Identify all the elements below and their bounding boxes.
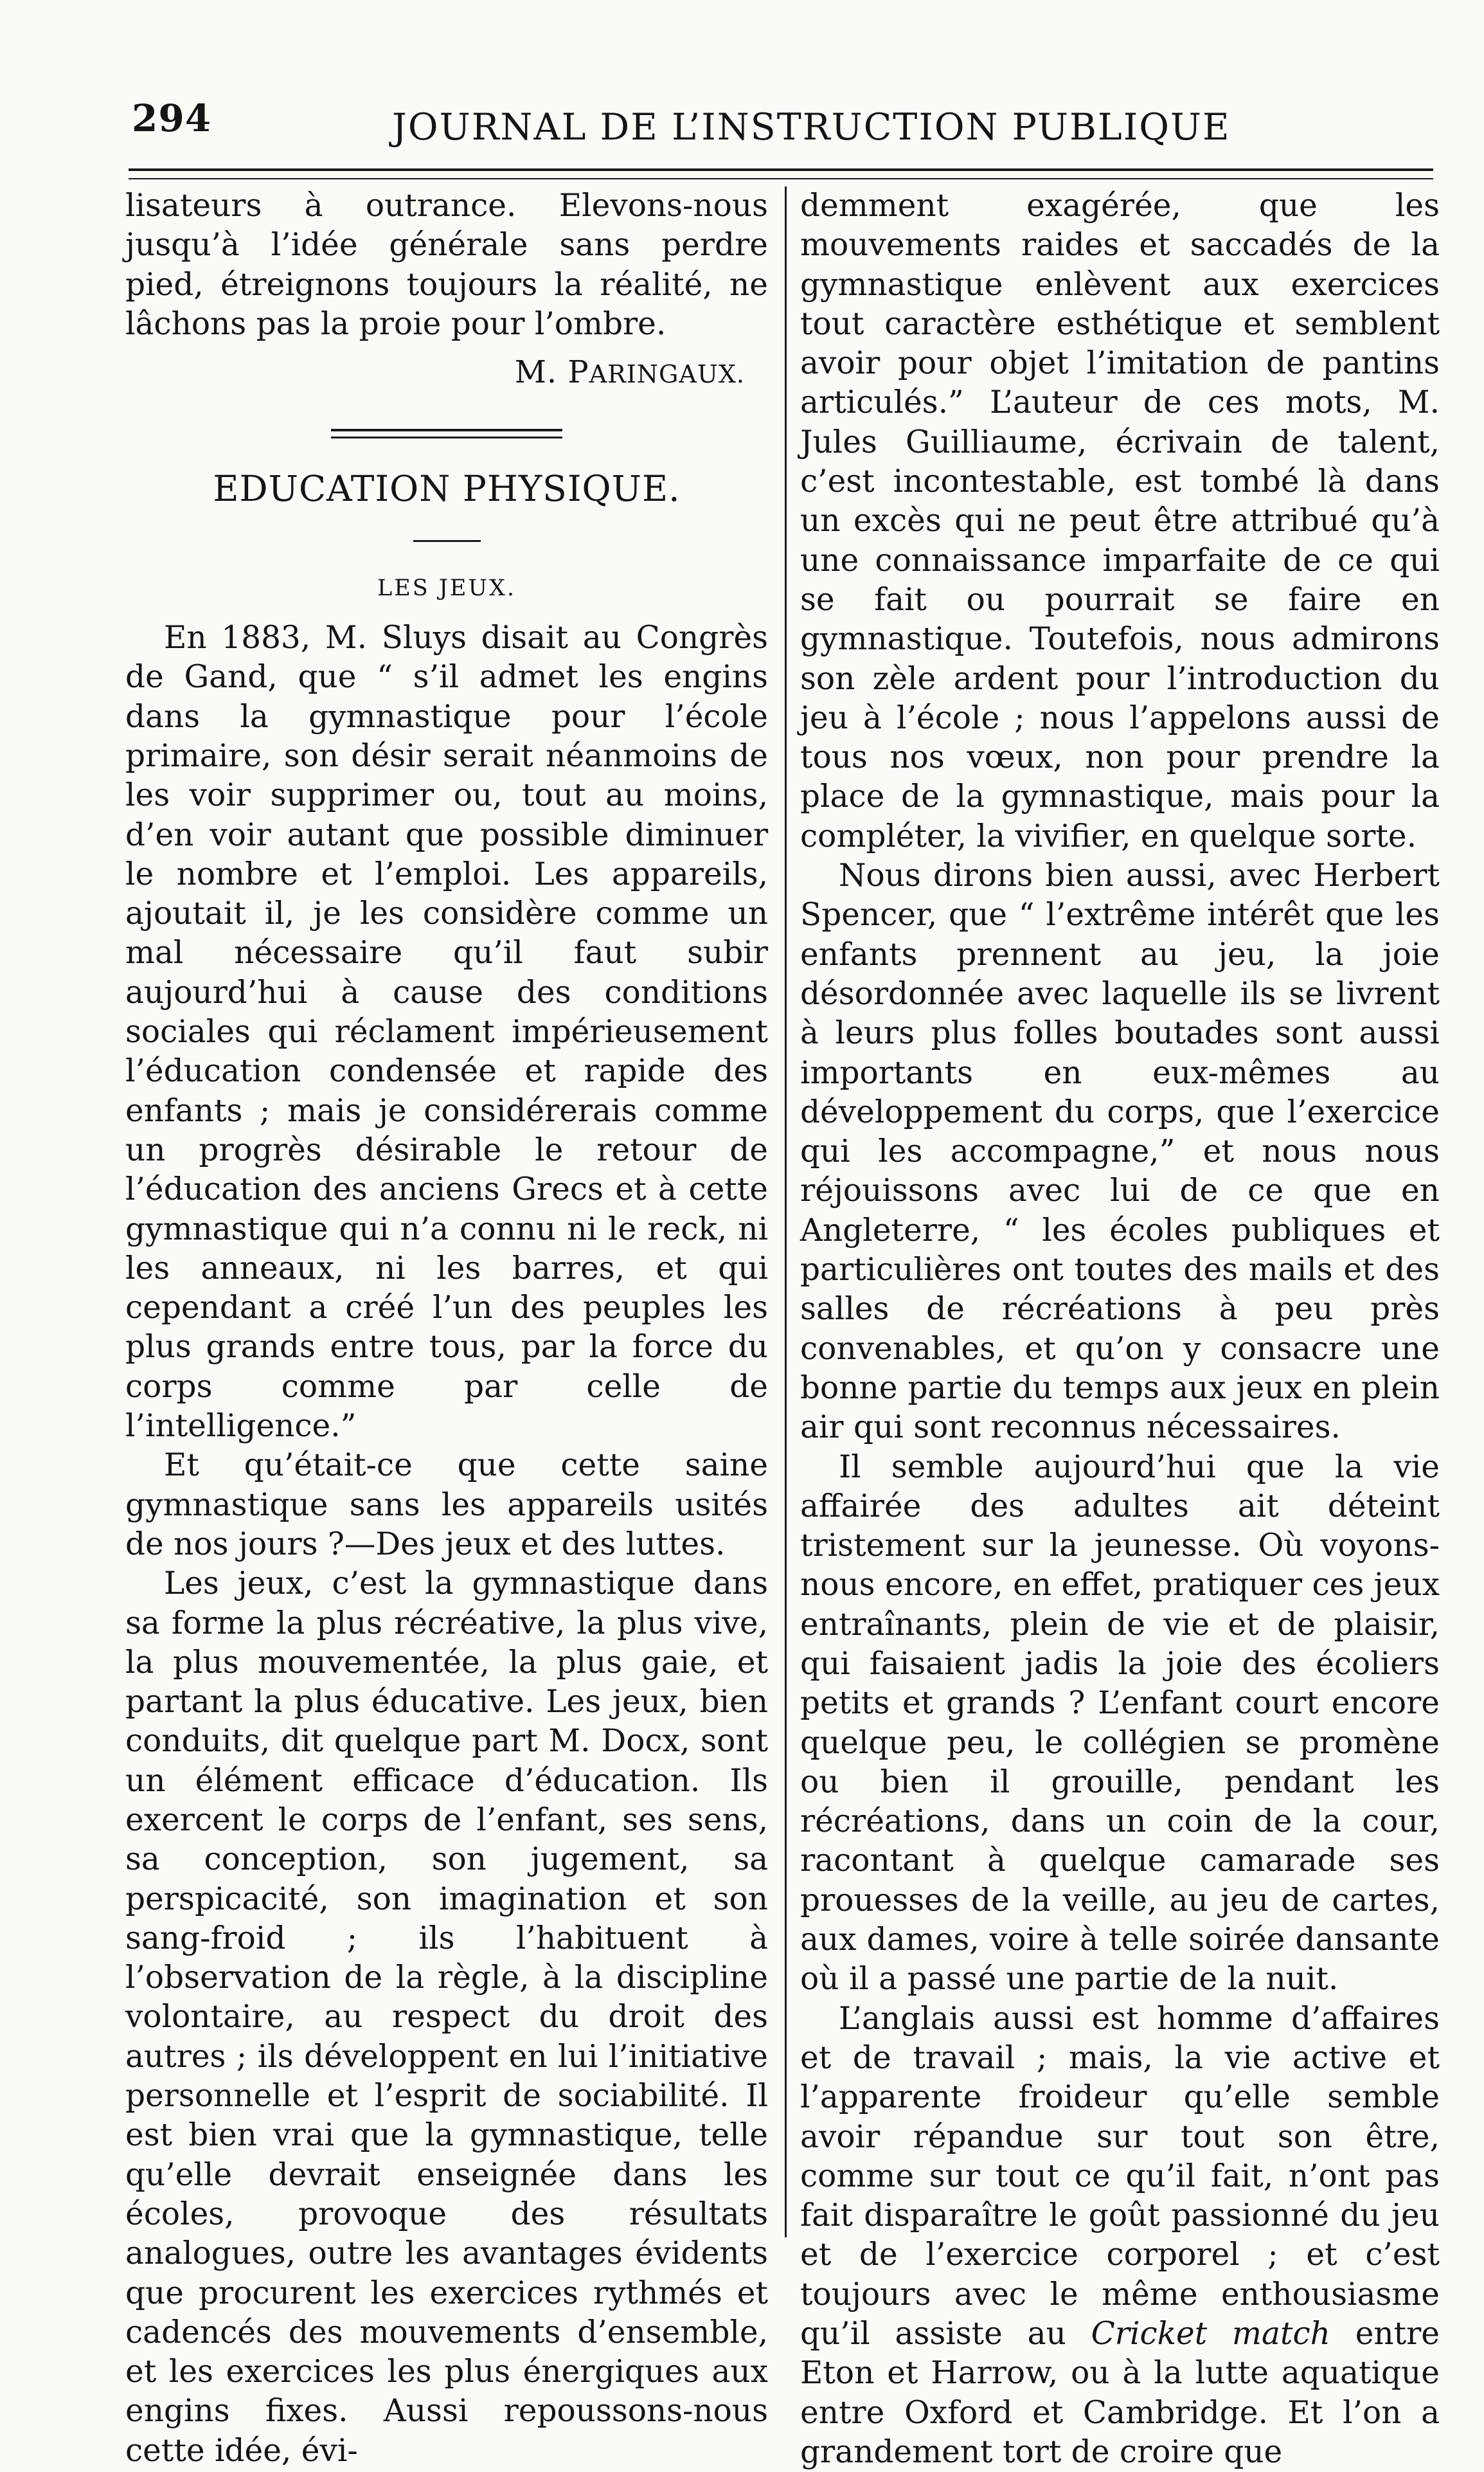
signature-initial: M. P bbox=[514, 354, 589, 391]
section-title: EDUCATION PHYSIQUE. bbox=[213, 468, 681, 510]
paragraph-text: L’anglais aussi est homme d’affaires et de travail ; mais, la vie active et l’apparente froideur qu’elle semble avoir répandue sur tout son être, comme sur tout ce qu’il fait, n’ont pas fait disparaître le goût passionné du jeu et de l’exercice corporel ; et c’est toujours avec le même enthousiasme qu’il assiste au bbox=[800, 2000, 1440, 2352]
paragraph: Les jeux, c’est la gymnastique dans sa forme la plus récréative, la plus vive, la plus mouvementée, la plus gaie, et partant la plus éducative. Les jeux, bien conduits, dit quelque part M. Docx, sont un élément efficace d’éducation. Ils exercent le corps de l’enfant, ses sens, sa conception, son jugement, sa perspicacité, son imagination et son sang-froid ; ils l’habituent à l’observation de la règle, à la discipline volontaire, au respect du droit des autres ; ils développent en lui l’initiative personnelle et l’esprit de sociabilité. Il est bien vrai que la gymnastique, telle qu’elle devrait enseignée dans les écoles, provoque des résultats analogues, outre les avantages évidents que procurent les exercices rythmés et cadencés des mouvements d’ensemble, et les exercices les plus énergiques aux engins fixes. Aussi repoussons-nous cette idée, évi- bbox=[125, 1565, 768, 2469]
running-title: JOURNAL DE L’INSTRUCTION PUBLIQUE bbox=[392, 106, 1231, 149]
left-column bbox=[125, 186, 768, 2471]
paragraph: Nous dirons bien aussi, avec Herbert Spencer, que “ l’extrême intérêt que les enfants prennent au jeu, la joie désordonnée avec laquelle ils se livrent à leurs plus folles boutades sont aussi importants en eux-mêmes au développement du corps, que l’exercice qui les accompagne,” et nous nous réjouissons avec lui de ce que en Angleterre, “ les écoles publiques et particulières ont toutes des mails et des salles de récréations à peu près convenables, et qu’on y consacre une bonne partie du temps aux jeux en plein air qui sont reconnus nécessaires. bbox=[800, 858, 1440, 1446]
right-column bbox=[800, 186, 1440, 2472]
opening-paragraph: lisateurs à outrance. Elevons-nous jusqu’à l’idée générale sans perdre pied, étreignons toujours la réalité, ne lâchons pas la proie pour l’ombre. bbox=[125, 188, 768, 342]
author-signature bbox=[125, 353, 745, 394]
signature-rest: ARINGAUX. bbox=[589, 360, 745, 389]
header-rule bbox=[129, 168, 1433, 179]
paragraph: demment exagérée, que les mouvements raides et saccadés de la gymnastique enlèvent aux exercices tout caractère esthétique et semblent avoir pour objet l’imitation de pantins articulés.” L’auteur de ces mots, M. Jules Guilliaume, écrivain de talent, c’est incontestable, est tombé là dans un excès qui ne peut être attribué qu’à une connaissance imparfaite de ce qui se fait ou pourrait se faire en gymnastique. Toutefois, nous admirons son zèle ardent pour l’introduction du jeu à l’école ; nous l’appelons aussi de tous nos vœux, non pour prendre la place de la gymnastique, mais pour la compléter, la vivifier, en quelque sorte. bbox=[800, 188, 1440, 854]
italic-phrase: Cricket match bbox=[1091, 2316, 1330, 2352]
paragraph: Il semble aujourd’hui que la vie affairée des adultes ait déteint tristement sur la jeunesse. Où voyons-nous encore, en effet, pratiquer ces jeux entraînants, plein de vie et de plaisir, qui faisaient jadis la joie des écoliers petits et grands ? L’enfant court encore quelque peu, le collégien se promène ou bien il grouille, pendant les récréations, dans un coin de la cour, racontant à quelque camarade ses prouesses de la veille, au jeu de cartes, aux dames, voire à telle soirée dansante où il a passé une partie de la nuit. bbox=[800, 1448, 1440, 1998]
title-rule bbox=[413, 540, 481, 542]
column-divider bbox=[785, 186, 787, 2237]
paragraph: Et qu’était-ce que cette saine gymnastique sans les appareils usités de nos jours ?—Des jeux et des luttes. bbox=[125, 1447, 768, 1562]
page-number: 294 bbox=[132, 96, 212, 140]
paragraph bbox=[800, 1999, 1440, 2472]
paragraph: En 1883, M. Sluys disait au Congrès de Gand, que “ s’il admet les engins dans la gymnastique pour l’école primaire, son désir serait néanmoins de les voir supprimer ou, tout au moins, d’en voir autant que possible diminuer le nombre et l’emploi. Les appareils, ajoutait il, je les considère comme un mal nécessaire qu’il faut subir aujourd’hui à cause des conditions sociales qui réclament impérieusement l’éducation condensée et rapide des enfants ; mais je considérerais comme un progrès désirable le retour de l’éducation des anciens Grecs et à cette gymnastique qui n’a connu ni le reck, ni les anneaux, ni les barres, et qui cependant a créé l’un des peuples les plus grands entre tous, par la force du corps comme par celle de l’intelligence.” bbox=[125, 620, 768, 1445]
subsection-title: LES JEUX. bbox=[377, 575, 516, 601]
section-separator bbox=[331, 429, 562, 438]
paragraph-text: entre Eton et Harrow, ou à la lutte aquatique entre Oxford et Cambridge. Et l’on a grandement tort de croire que bbox=[800, 2316, 1440, 2470]
